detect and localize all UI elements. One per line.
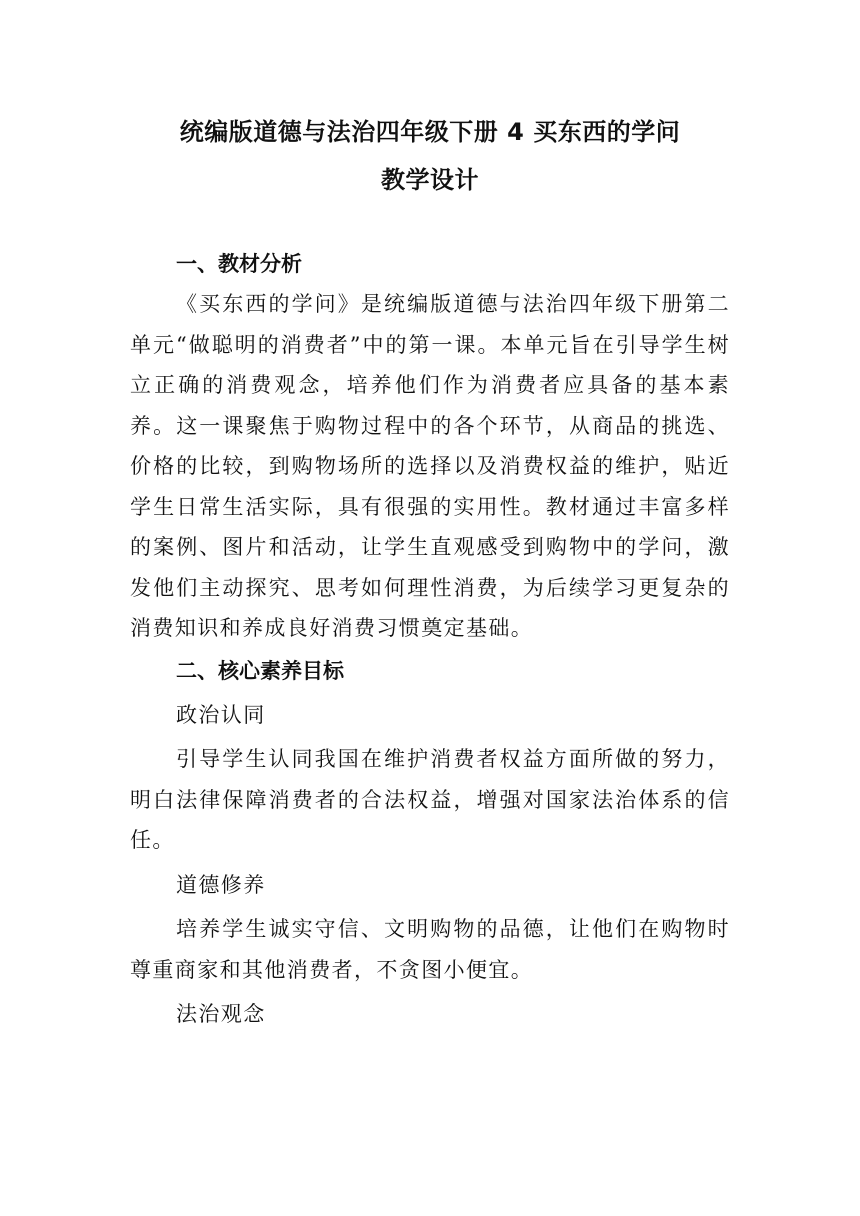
document-body	[130, 244, 730, 1035]
goal-label-political: 政治认同	[176, 702, 266, 727]
goal-text-political: 引导学生认同我国在维护消费者权益方面所做的努力，明白法律保障消费者的合法权益，增强对国家法治体系的信任。	[130, 747, 730, 852]
title-block	[0, 108, 860, 204]
section-heading-goals: 二、核心素养目标	[176, 658, 344, 683]
goal-text-moral: 培养学生诚实守信、文明购物的品德，让他们在购物时尊重商家和其他消费者，不贪图小便宜。	[130, 917, 730, 982]
section-paragraph-analysis: 《买东西的学问》是统编版道德与法治四年级下册第二单元“做聪明的消费者”中的第一课。本单元旨在引导学生树立正确的消费观念，培养他们作为消费者应具备的基本素养。这一课聚焦于购物过程中的各个环节，从商品的挑选、价格的比较，到购物场所的选择以及消费权益的维护，贴近学生日常生活实际，具有很强的实用性。教材通过丰富多样的案例、图片和活动，让学生直观感受到购物中的学问，激发他们主动探究、思考如何理性消费，为后续学习更复杂的消费知识和养成良好消费习惯奠定基础。	[130, 292, 730, 640]
goal-label-moral: 道德修养	[176, 872, 266, 897]
document-title: 统编版道德与法治四年级下册 4 买东西的学问	[179, 118, 681, 146]
document-subtitle: 教学设计	[381, 166, 479, 194]
section-heading-analysis: 一、教材分析	[176, 252, 302, 276]
goal-label-law: 法治观念	[176, 1002, 266, 1026]
